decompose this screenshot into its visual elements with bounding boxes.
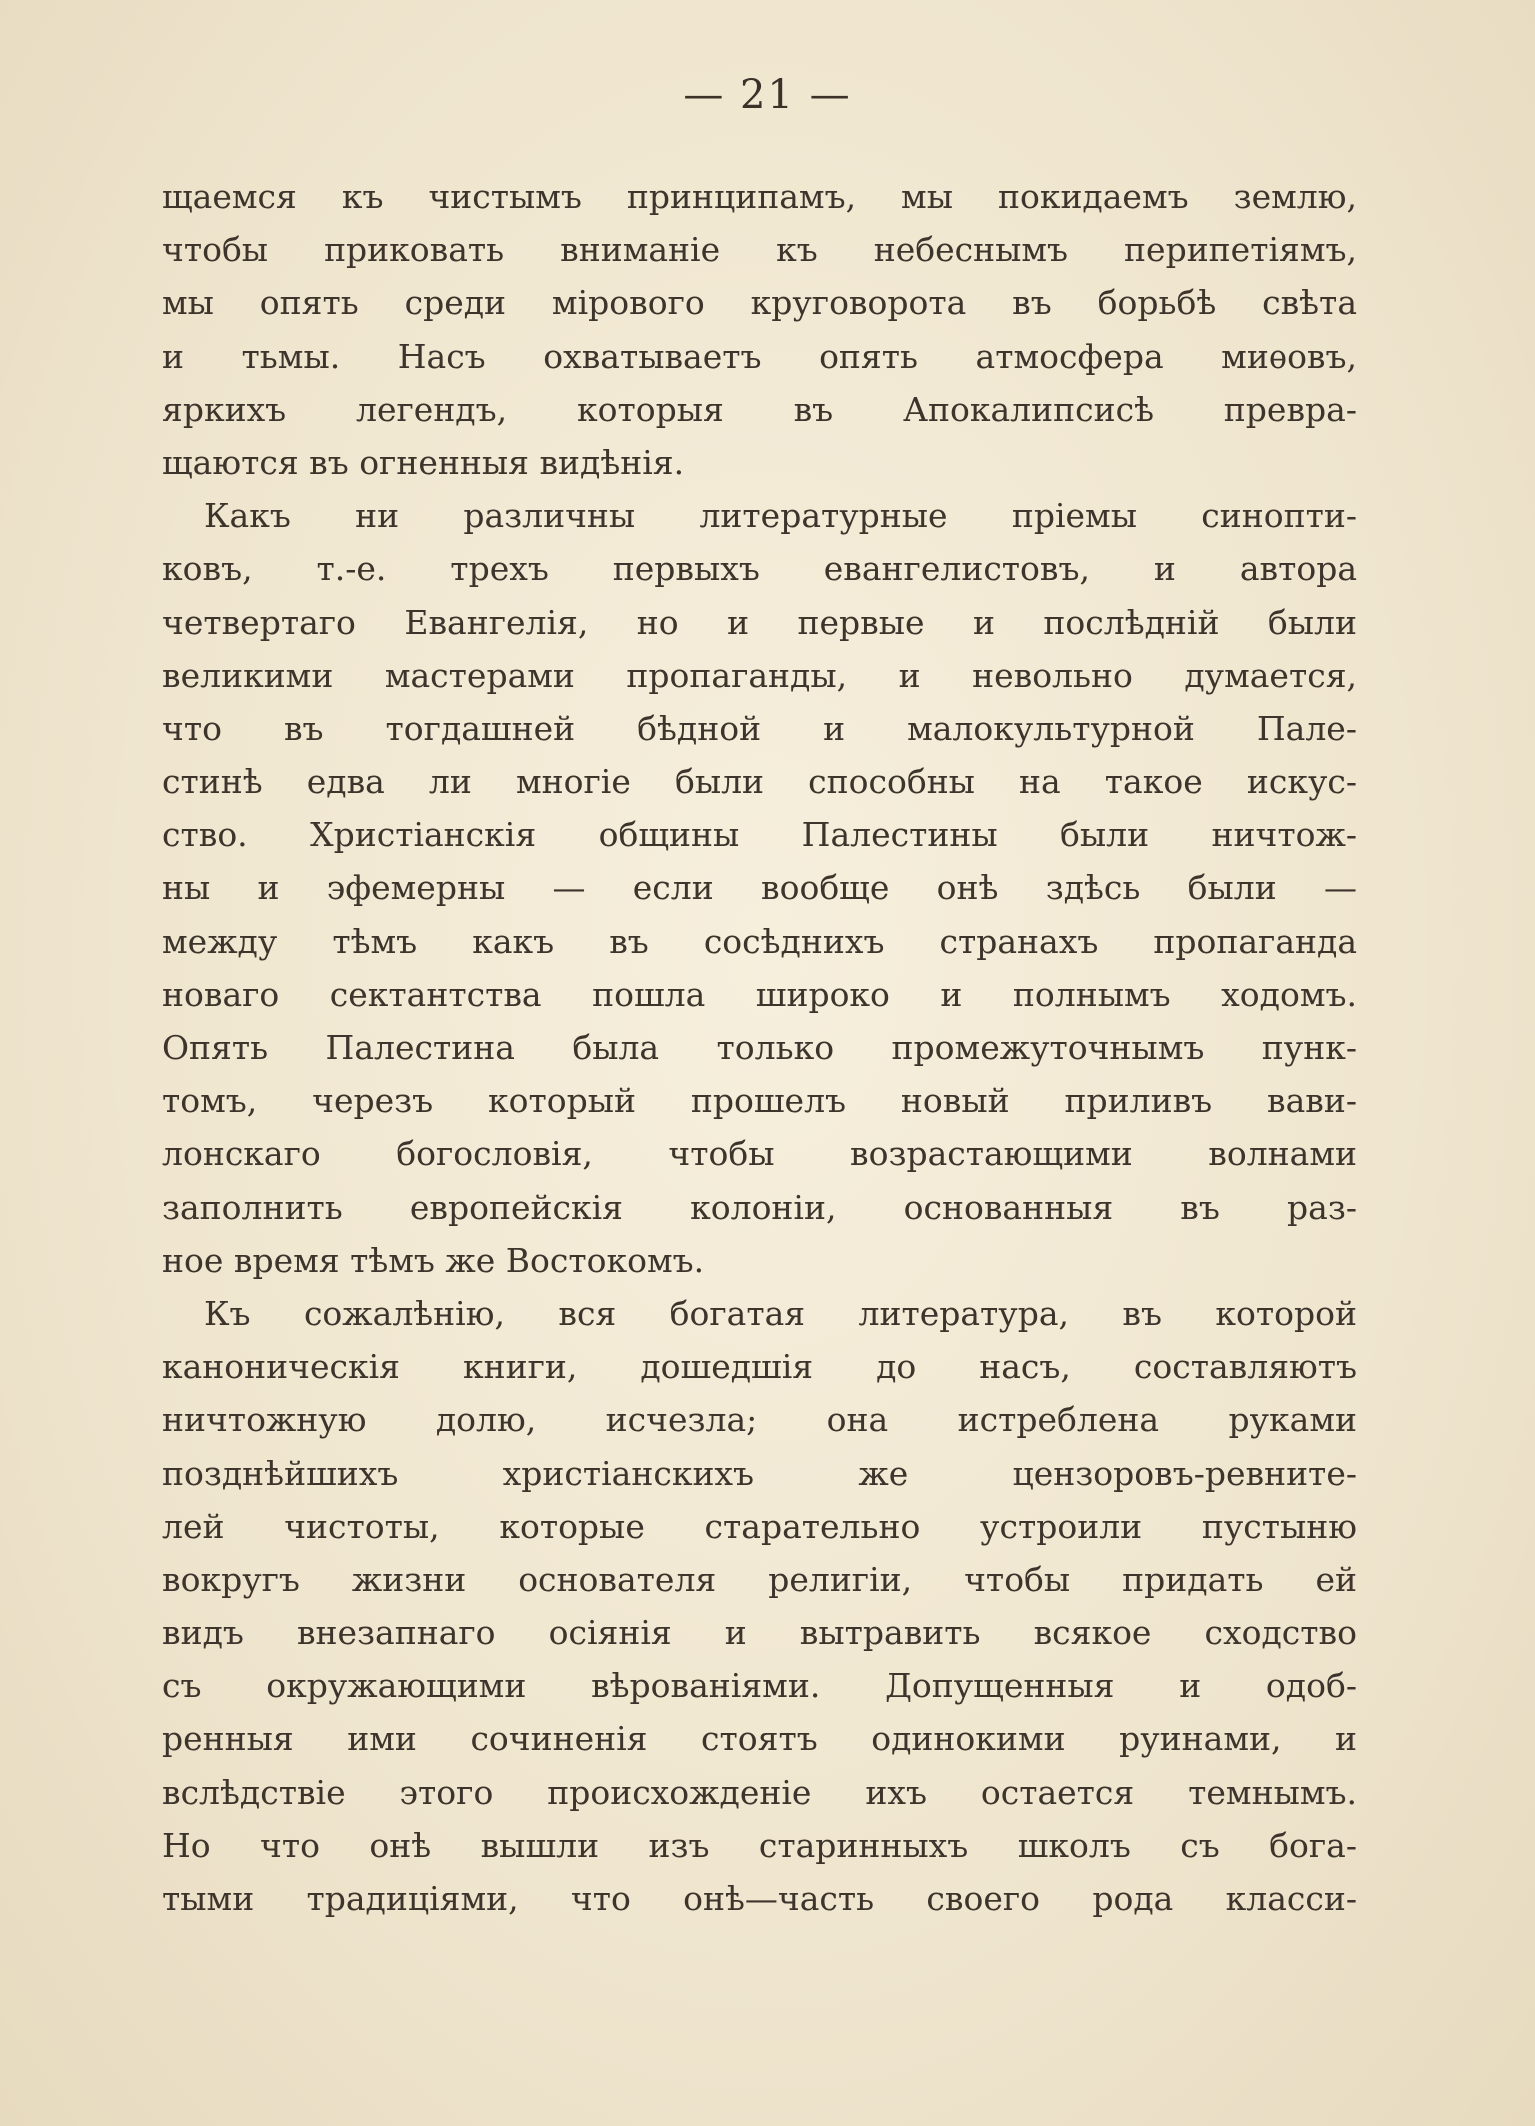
text-line: каноническія книги, дошедшія до насъ, составляютъ <box>162 1347 1357 1387</box>
body-text <box>162 170 1357 1925</box>
text-line: великими мастерами пропаганды, и невольно думается, <box>162 655 1357 695</box>
text-line: Какъ ни различны литературные пріемы синопти- <box>204 496 1357 536</box>
text-line: томъ, черезъ который прошелъ новый приливъ вави- <box>162 1081 1357 1121</box>
text-line: позднѣйшихъ христіанскихъ же цензоровъ-ревните- <box>162 1453 1357 1493</box>
text-line: яркихъ легендъ, которыя въ Апокалипсисѣ превра- <box>162 389 1357 429</box>
text-line: видъ внезапнаго осіянія и вытравить всякое сходство <box>162 1613 1357 1653</box>
text-line: щаемся къ чистымъ принципамъ, мы покидаемъ землю, <box>162 177 1357 216</box>
paragraph-1 <box>162 170 1357 489</box>
text-line: ство. Христіанскія общины Палестины были ничтож- <box>162 815 1357 855</box>
text-line: и тьмы. Насъ охватываетъ опять атмосфера миѳовъ, <box>162 336 1357 376</box>
text-line: стинѣ едва ли многіе были способны на такое искус- <box>162 762 1357 802</box>
text-line: между тѣмъ какъ въ сосѣднихъ странахъ пропаганда <box>162 921 1357 961</box>
text-line: съ окружающими вѣрованіями. Допущенныя и одоб- <box>162 1666 1357 1706</box>
text-line: Къ сожалѣнію, вся богатая литература, въ которой <box>204 1293 1357 1333</box>
text-line: ренныя ими сочиненія стоятъ одинокими руинами, и <box>162 1719 1357 1759</box>
text-line: заполнить европейскія колоніи, основанныя въ раз- <box>162 1187 1357 1227</box>
text-line: что въ тогдашней бѣдной и малокультурной Пале- <box>162 708 1357 748</box>
page-number: — 21 — <box>683 72 852 118</box>
text-line: тыми традиціями, что онѣ—часть своего рода класси- <box>162 1879 1357 1918</box>
text-line: ничтожную долю, исчезла; она истреблена руками <box>162 1400 1357 1440</box>
text-line: Но что онѣ вышли изъ старинныхъ школъ съ бога- <box>162 1825 1357 1865</box>
text-line: щаются въ огненныя видѣнія. <box>162 442 685 482</box>
text-line: четвертаго Евангелія, но и первые и послѣдній были <box>162 602 1357 642</box>
text-line: Опять Палестина была только промежуточнымъ пунк- <box>162 1028 1357 1067</box>
text-line: чтобы приковать вниманіе къ небеснымъ перипетіямъ, <box>162 230 1357 270</box>
text-line: вокругъ жизни основателя религіи, чтобы придать ей <box>162 1559 1357 1599</box>
text-line: вслѣдствіе этого происхожденіе ихъ остается темнымъ. <box>162 1772 1357 1812</box>
paragraph-2 <box>162 489 1357 1287</box>
text-line: новаго сектантства пошла широко и полнымъ ходомъ. <box>162 974 1357 1014</box>
text-line: ны и эфемерны — если вообще онѣ здѣсь были — <box>162 868 1357 908</box>
text-line: лей чистоты, которые старательно устроили пустыню <box>162 1506 1357 1546</box>
text-line: лонскаго богословія, чтобы возрастающими волнами <box>162 1134 1357 1174</box>
text-line: ковъ, т.-е. трехъ первыхъ евангелистовъ, и автора <box>162 549 1357 589</box>
text-line: мы опять среди мірового круговорота въ борьбѣ свѣта <box>162 283 1357 323</box>
paragraph-3 <box>162 1287 1357 1925</box>
text-line: ное время тѣмъ же Востокомъ. <box>162 1240 705 1280</box>
